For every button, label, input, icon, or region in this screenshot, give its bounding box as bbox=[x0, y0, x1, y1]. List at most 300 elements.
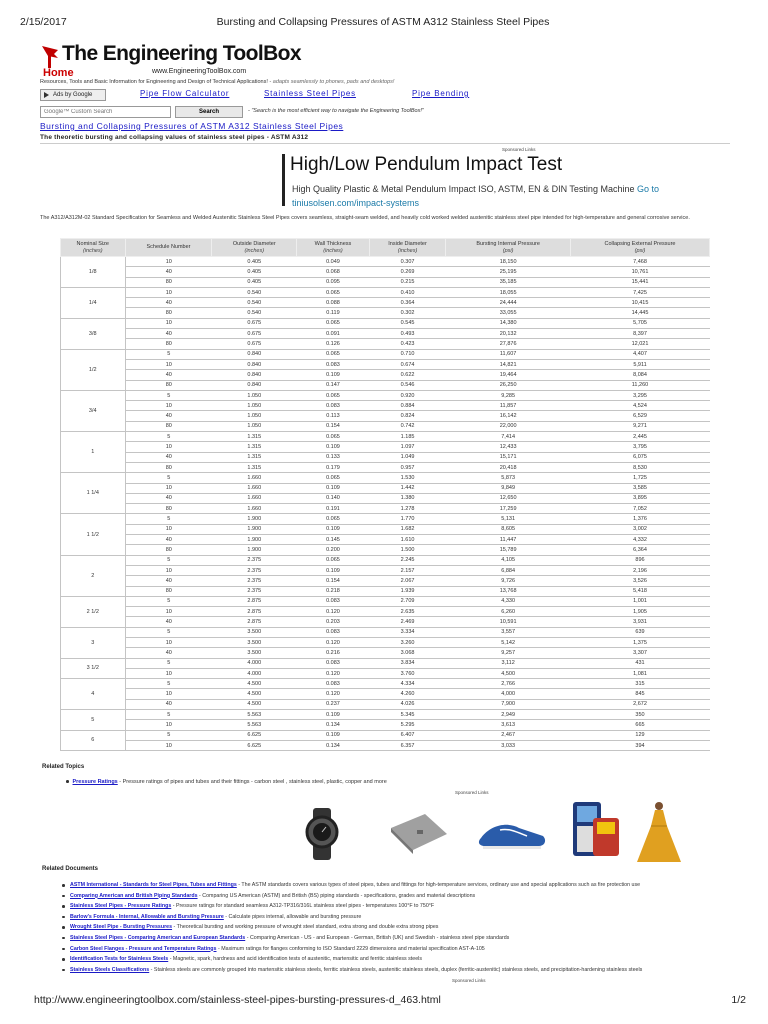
table-cell: 4,000 bbox=[446, 689, 571, 699]
table-cell: 3.760 bbox=[369, 668, 445, 678]
sneaker-image[interactable] bbox=[479, 825, 545, 849]
table-cell: 40 bbox=[125, 648, 212, 658]
table-cell: 0.179 bbox=[297, 462, 370, 472]
table-row bbox=[61, 452, 710, 462]
related-topics-item: Pressure Ratings - Pressure ratings of pipes and tubes and their fittings - carbon steel , stainless steel, plastic, copper and more bbox=[66, 779, 387, 785]
table-row bbox=[61, 637, 710, 647]
nominal-size-cell: 1 1/2 bbox=[61, 514, 126, 555]
table-row bbox=[61, 689, 710, 699]
table-cell: 80 bbox=[125, 504, 212, 514]
table-row bbox=[61, 308, 710, 318]
table-cell: 0.120 bbox=[297, 668, 370, 678]
table-cell: 1.315 bbox=[212, 432, 297, 442]
site-logo[interactable]: The Engineering ToolBox bbox=[62, 42, 301, 65]
home-link[interactable]: Home bbox=[43, 67, 74, 79]
site-url[interactable]: www.EngineeringToolBox.com bbox=[152, 68, 247, 75]
nominal-size-cell: 1 1/4 bbox=[61, 473, 126, 514]
table-cell: 7,414 bbox=[446, 432, 571, 442]
table-cell: 2.635 bbox=[369, 607, 445, 617]
play-arrow-icon bbox=[44, 92, 49, 98]
table-cell: 3.068 bbox=[369, 648, 445, 658]
table-header-row bbox=[61, 239, 710, 257]
related-document-link[interactable]: Stainless Steel Pipes - Pressure Ratings bbox=[70, 903, 172, 910]
table-cell: 0.675 bbox=[212, 339, 297, 349]
table-cell: 0.091 bbox=[297, 329, 370, 339]
column-header: Collapsing External Pressure (psi) bbox=[571, 239, 710, 257]
table-row bbox=[61, 524, 710, 534]
table-cell: 0.840 bbox=[212, 359, 297, 369]
table-cell: 5.295 bbox=[369, 720, 445, 730]
table-cell: 0.109 bbox=[297, 483, 370, 493]
related-document-item: Stainless Steels Classifications - Stainless steels are commonly grouped into martensitic stainless steels, ferritic stainless steels, austenitic stainless steels, duplex (ferritic-austenitic) stainless steels, and precipitation-hardening stainless steels bbox=[60, 965, 750, 976]
tablet-case-image[interactable] bbox=[391, 814, 447, 854]
print-footer bbox=[34, 994, 746, 1008]
table-cell: 3,795 bbox=[571, 442, 710, 452]
nav-link-pipe-bending[interactable]: Pipe Bending bbox=[412, 89, 470, 98]
nav-link-pipe-flow-calculator[interactable]: Pipe Flow Calculator bbox=[140, 89, 230, 98]
nav-link-stainless-steel-pipes[interactable]: Stainless Steel Pipes bbox=[264, 89, 356, 98]
table-cell: 5 bbox=[125, 514, 212, 524]
table-cell: 10,591 bbox=[446, 617, 571, 627]
table-row bbox=[61, 720, 710, 730]
table-cell: 5 bbox=[125, 679, 212, 689]
table-cell: 2.157 bbox=[369, 565, 445, 575]
table-cell: 5 bbox=[125, 390, 212, 400]
table-row bbox=[61, 287, 710, 297]
bullet-icon bbox=[66, 780, 69, 783]
table-cell: 5.563 bbox=[212, 710, 297, 720]
table-cell: 1.097 bbox=[369, 442, 445, 452]
table-cell: 10 bbox=[125, 287, 212, 297]
table-cell: 2,672 bbox=[571, 699, 710, 709]
table-cell: 1.900 bbox=[212, 535, 297, 545]
table-cell: 5,131 bbox=[446, 514, 571, 524]
table-cell: 40 bbox=[125, 699, 212, 709]
table-cell: 1,376 bbox=[571, 514, 710, 524]
table-cell: 5.345 bbox=[369, 710, 445, 720]
table-row bbox=[61, 493, 710, 503]
table-cell: 0.405 bbox=[212, 267, 297, 277]
table-cell: 80 bbox=[125, 462, 212, 472]
table-cell: 0.200 bbox=[297, 545, 370, 555]
table-cell: 6,529 bbox=[571, 411, 710, 421]
sponsored-label-bottom: Sponsored Links bbox=[452, 978, 486, 983]
table-cell: 0.493 bbox=[369, 329, 445, 339]
table-cell: 1.682 bbox=[369, 524, 445, 534]
table-cell: 0.405 bbox=[212, 277, 297, 287]
bullet-icon bbox=[62, 937, 65, 940]
table-row bbox=[61, 730, 710, 740]
table-cell: 0.302 bbox=[369, 308, 445, 318]
table-cell: 4.334 bbox=[369, 679, 445, 689]
table-cell: 4.260 bbox=[369, 689, 445, 699]
table-cell: 0.083 bbox=[297, 679, 370, 689]
table-cell: 10 bbox=[125, 483, 212, 493]
table-body bbox=[61, 257, 710, 751]
table-cell: 1.049 bbox=[369, 452, 445, 462]
sponsored-products bbox=[295, 800, 695, 862]
table-cell: 10 bbox=[125, 524, 212, 534]
table-row bbox=[61, 349, 710, 359]
related-document-link[interactable]: Stainless Steels Classifications bbox=[70, 966, 150, 973]
table-cell: 6.625 bbox=[212, 740, 297, 750]
table-cell: 10 bbox=[125, 689, 212, 699]
table-cell: 1.050 bbox=[212, 390, 297, 400]
table-cell: 6.357 bbox=[369, 740, 445, 750]
table-cell: 40 bbox=[125, 452, 212, 462]
table-cell: 0.920 bbox=[369, 390, 445, 400]
related-topic-link[interactable]: Pressure Ratings bbox=[72, 779, 118, 785]
table-cell: 2.375 bbox=[212, 586, 297, 596]
table-cell: 0.109 bbox=[297, 442, 370, 452]
table-cell: 4,330 bbox=[446, 596, 571, 606]
nominal-size-cell: 1/4 bbox=[61, 287, 126, 318]
table-cell: 1.380 bbox=[369, 493, 445, 503]
table-cell: 0.065 bbox=[297, 555, 370, 565]
table-cell: 0.546 bbox=[369, 380, 445, 390]
table-cell: 10 bbox=[125, 359, 212, 369]
table-row bbox=[61, 370, 710, 380]
table-cell: 3.334 bbox=[369, 627, 445, 637]
table-cell: 2.875 bbox=[212, 596, 297, 606]
table-cell: 0.540 bbox=[212, 308, 297, 318]
bullet-icon bbox=[62, 884, 65, 887]
table-cell: 4.000 bbox=[212, 668, 297, 678]
table-row bbox=[61, 329, 710, 339]
table-cell: 1.315 bbox=[212, 462, 297, 472]
bullet-icon bbox=[62, 905, 65, 908]
table-cell: 10 bbox=[125, 565, 212, 575]
table-cell: 0.088 bbox=[297, 298, 370, 308]
table-cell: 5,418 bbox=[571, 586, 710, 596]
table-cell: 0.710 bbox=[369, 349, 445, 359]
table-cell: 0.049 bbox=[297, 257, 370, 267]
table-row bbox=[61, 565, 710, 575]
table-cell: 40 bbox=[125, 329, 212, 339]
related-document-item: Wrought Steel Pipe - Bursting Pressures - Theoretical bursting and working pressure of wrought steel standard, extra strong and double extra strong pipes bbox=[60, 922, 750, 933]
related-document-link[interactable]: Identification Tests for Stainless Steels bbox=[70, 956, 169, 963]
table-cell: 14,380 bbox=[446, 318, 571, 328]
table-cell: 5,142 bbox=[446, 637, 571, 647]
table-cell: 0.269 bbox=[369, 267, 445, 277]
table-row bbox=[61, 401, 710, 411]
related-document-item: Comparing American and British Piping Standards - Comparing US American (ASTM) and British (BS) piping standards - specifications, grades and material descriptions bbox=[60, 891, 750, 902]
table-cell: 0.622 bbox=[369, 370, 445, 380]
table-cell: 0.742 bbox=[369, 421, 445, 431]
table-cell: 0.065 bbox=[297, 432, 370, 442]
related-document-link[interactable]: Barlow's Formula - Internal, Allowable and Bursting Pressure bbox=[70, 913, 224, 920]
table-row bbox=[61, 277, 710, 287]
table-cell: 1.660 bbox=[212, 473, 297, 483]
table-cell: 394 bbox=[571, 740, 710, 750]
table-cell: 18,150 bbox=[446, 257, 571, 267]
table-row bbox=[61, 473, 710, 483]
table-cell: 80 bbox=[125, 339, 212, 349]
site-header bbox=[40, 40, 460, 80]
print-title: Bursting and Collapsing Pressures of ASTM A312 Stainless Steel Pipes bbox=[216, 16, 550, 28]
search-note: - "Search is the most efficient way to navigate the Engineering ToolBox!" bbox=[248, 108, 424, 114]
table-cell: 0.145 bbox=[297, 535, 370, 545]
phone-image[interactable] bbox=[573, 802, 619, 856]
table-row bbox=[61, 390, 710, 400]
table-cell: 0.423 bbox=[369, 339, 445, 349]
table-row bbox=[61, 442, 710, 452]
table-cell: 11,857 bbox=[446, 401, 571, 411]
table-cell: 350 bbox=[571, 710, 710, 720]
table-row bbox=[61, 648, 710, 658]
table-row bbox=[61, 545, 710, 555]
table-cell: 8,530 bbox=[571, 462, 710, 472]
table-row bbox=[61, 617, 710, 627]
search-input[interactable] bbox=[40, 106, 171, 118]
table-row bbox=[61, 699, 710, 709]
table-cell: 0.154 bbox=[297, 576, 370, 586]
table-cell: 14,445 bbox=[571, 308, 710, 318]
table-row bbox=[61, 411, 710, 421]
table-cell: 33,055 bbox=[446, 308, 571, 318]
table-cell: 0.083 bbox=[297, 401, 370, 411]
table-cell: 4,407 bbox=[571, 349, 710, 359]
nominal-size-cell: 1 bbox=[61, 432, 126, 473]
table-cell: 2,467 bbox=[446, 730, 571, 740]
related-document-item: Identification Tests for Stainless Steels - Magnetic, spark, hardness and acid identification tests of austenitic, martensitic and ferritic stainless steels bbox=[60, 954, 750, 965]
table-cell: 1.900 bbox=[212, 514, 297, 524]
table-cell: 5 bbox=[125, 627, 212, 637]
table-row bbox=[61, 596, 710, 606]
table-cell: 1,081 bbox=[571, 668, 710, 678]
table-cell: 22,000 bbox=[446, 421, 571, 431]
table-cell: 80 bbox=[125, 545, 212, 555]
table-row bbox=[61, 257, 710, 267]
column-header: Schedule Number bbox=[125, 239, 212, 257]
table-cell: 3,931 bbox=[571, 617, 710, 627]
table-cell: 6,884 bbox=[446, 565, 571, 575]
table-cell: 80 bbox=[125, 586, 212, 596]
table-cell: 80 bbox=[125, 308, 212, 318]
table-row bbox=[61, 586, 710, 596]
table-cell: 2.709 bbox=[369, 596, 445, 606]
table-row bbox=[61, 514, 710, 524]
table-cell: 1.660 bbox=[212, 504, 297, 514]
table-cell: 35,185 bbox=[446, 277, 571, 287]
table-cell: 1.900 bbox=[212, 545, 297, 555]
table-cell: 5,705 bbox=[571, 318, 710, 328]
related-document-link[interactable]: Wrought Steel Pipe - Bursting Pressures bbox=[70, 924, 173, 931]
table-cell: 4,500 bbox=[446, 668, 571, 678]
table-cell: 0.109 bbox=[297, 730, 370, 740]
table-cell: 10 bbox=[125, 668, 212, 678]
table-cell: 2,196 bbox=[571, 565, 710, 575]
table-cell: 8,084 bbox=[571, 370, 710, 380]
nominal-size-cell: 3/4 bbox=[61, 390, 126, 431]
ad-link[interactable]: Go to tiniusolsen.com/impact-systems bbox=[292, 184, 659, 208]
table-cell: 10 bbox=[125, 257, 212, 267]
table-cell: 11,260 bbox=[571, 380, 710, 390]
watch-image[interactable] bbox=[307, 808, 337, 860]
table-cell: 9,257 bbox=[446, 648, 571, 658]
column-header: Inside Diameter (inches) bbox=[369, 239, 445, 257]
table-cell: 0.824 bbox=[369, 411, 445, 421]
table-cell: 40 bbox=[125, 370, 212, 380]
nominal-size-cell: 2 bbox=[61, 555, 126, 596]
table-cell: 2.875 bbox=[212, 617, 297, 627]
search-button[interactable]: Search bbox=[175, 106, 243, 118]
table-cell: 2.375 bbox=[212, 555, 297, 565]
table-cell: 10 bbox=[125, 442, 212, 452]
ads-by-google-button[interactable]: Ads by Google bbox=[40, 89, 106, 101]
bullet-icon bbox=[62, 926, 65, 929]
table-row bbox=[61, 483, 710, 493]
gown-image[interactable] bbox=[637, 802, 681, 862]
table-cell: 2.375 bbox=[212, 576, 297, 586]
table-cell: 3,002 bbox=[571, 524, 710, 534]
table-cell: 5 bbox=[125, 730, 212, 740]
page-number: 1/2 bbox=[731, 994, 746, 1006]
table-cell: 0.540 bbox=[212, 298, 297, 308]
table-row bbox=[61, 504, 710, 514]
table-cell: 40 bbox=[125, 411, 212, 421]
table-cell: 0.134 bbox=[297, 720, 370, 730]
related-document-link[interactable]: Carbon Steel Flanges - Pressure and Temperature Ratings bbox=[70, 945, 217, 952]
intro-paragraph: The A312/A312M-02 Standard Specification for Seamless and Welded Austenitic Stainless Steel Pipes covers seamless, straight-seam welded, and heavily cold worked welded austenitic stainless steel pipe intended for high-temperature and general corrosive service. bbox=[40, 215, 690, 221]
table-cell: 2.375 bbox=[212, 565, 297, 575]
related-document-link[interactable]: Stainless Steel Pipes - Comparing American and European Standards bbox=[70, 934, 246, 941]
table-cell: 3,295 bbox=[571, 390, 710, 400]
table-cell: 0.095 bbox=[297, 277, 370, 287]
table-cell: 0.545 bbox=[369, 318, 445, 328]
related-document-item: Stainless Steel Pipes - Pressure Ratings - Pressure ratings for standard seamless A312-TP316/316L stainless steel pipes - temperatures 100°F to 750°F bbox=[60, 901, 750, 912]
table-cell: 0.410 bbox=[369, 287, 445, 297]
related-document-link[interactable]: Comparing American and British Piping Standards bbox=[70, 892, 198, 899]
table-cell: 1.500 bbox=[369, 545, 445, 555]
table-cell: 6,075 bbox=[571, 452, 710, 462]
table-cell: 8,605 bbox=[446, 524, 571, 534]
table-cell: 1.939 bbox=[369, 586, 445, 596]
table-cell: 26,250 bbox=[446, 380, 571, 390]
table-cell: 0.884 bbox=[369, 401, 445, 411]
table-cell: 0.126 bbox=[297, 339, 370, 349]
table-cell: 1.315 bbox=[212, 452, 297, 462]
table-cell: 0.065 bbox=[297, 287, 370, 297]
table-cell: 13,768 bbox=[446, 586, 571, 596]
pressure-table bbox=[60, 238, 710, 751]
table-cell: 3.260 bbox=[369, 637, 445, 647]
table-cell: 7,052 bbox=[571, 504, 710, 514]
table-cell: 2.469 bbox=[369, 617, 445, 627]
ad-description: High Quality Plastic & Metal Pendulum Impact ISO, ASTM, EN & DIN Testing Machine Go to tiniusolsen.com/impact-systems bbox=[292, 184, 659, 208]
table-row bbox=[61, 535, 710, 545]
breadcrumb[interactable]: Bursting and Collapsing Pressures of ASTM A312 Stainless Steel Pipes bbox=[40, 121, 344, 131]
table-cell: 18,055 bbox=[446, 287, 571, 297]
table-cell: 9,726 bbox=[446, 576, 571, 586]
table-cell: 7,468 bbox=[571, 257, 710, 267]
table-cell: 3,307 bbox=[571, 648, 710, 658]
table-cell: 9,271 bbox=[571, 421, 710, 431]
table-cell: 10 bbox=[125, 401, 212, 411]
related-document-item: Carbon Steel Flanges - Pressure and Temperature Ratings - Maximum ratings for flanges conforming to ISO Standard 2229 dimensions and material specification AST-A-105 bbox=[60, 944, 750, 955]
table-cell: 5,911 bbox=[571, 359, 710, 369]
sponsored-label: Sponsored Links bbox=[502, 147, 536, 152]
table-cell: 0.957 bbox=[369, 462, 445, 472]
table-cell: 129 bbox=[571, 730, 710, 740]
page-subheading: The theoretic bursting and collapsing values of stainless steel pipes - ASTM A312 bbox=[40, 134, 730, 144]
table-cell: 1,725 bbox=[571, 473, 710, 483]
table-cell: 40 bbox=[125, 267, 212, 277]
table-row bbox=[61, 576, 710, 586]
related-documents-heading: Related Documents bbox=[42, 866, 99, 872]
table-cell: 40 bbox=[125, 298, 212, 308]
table-cell: 3,585 bbox=[571, 483, 710, 493]
table-cell: 10 bbox=[125, 607, 212, 617]
table-cell: 10 bbox=[125, 740, 212, 750]
column-header: Nominal Size (inches) bbox=[61, 239, 126, 257]
table-cell: 1,001 bbox=[571, 596, 710, 606]
bullet-icon bbox=[62, 895, 65, 898]
nominal-size-cell: 3/8 bbox=[61, 318, 126, 349]
table-cell: 1.530 bbox=[369, 473, 445, 483]
related-topics-heading: Related Topics bbox=[42, 764, 85, 770]
ad-title[interactable]: High/Low Pendulum Impact Test bbox=[290, 154, 563, 175]
table-cell: 6,260 bbox=[446, 607, 571, 617]
table-row bbox=[61, 421, 710, 431]
table-cell: 10 bbox=[125, 720, 212, 730]
table-cell: 0.068 bbox=[297, 267, 370, 277]
table-cell: 665 bbox=[571, 720, 710, 730]
table-cell: 0.119 bbox=[297, 308, 370, 318]
table-cell: 3.500 bbox=[212, 627, 297, 637]
table-cell: 7,425 bbox=[571, 287, 710, 297]
table-cell: 3,557 bbox=[446, 627, 571, 637]
table-cell: 3,895 bbox=[571, 493, 710, 503]
table-cell: 3,112 bbox=[446, 658, 571, 668]
table-cell: 0.154 bbox=[297, 421, 370, 431]
table-cell: 0.134 bbox=[297, 740, 370, 750]
print-header bbox=[20, 16, 746, 30]
table-row bbox=[61, 679, 710, 689]
column-header: Wall Thickness (inches) bbox=[297, 239, 370, 257]
table-cell: 9,285 bbox=[446, 390, 571, 400]
table-cell: 0.113 bbox=[297, 411, 370, 421]
ad-banner[interactable] bbox=[282, 150, 752, 210]
table-row bbox=[61, 710, 710, 720]
table-cell: 1.442 bbox=[369, 483, 445, 493]
table-cell: 5,873 bbox=[446, 473, 571, 483]
table-cell: 0.083 bbox=[297, 359, 370, 369]
table-cell: 14,821 bbox=[446, 359, 571, 369]
nominal-size-cell: 2 1/2 bbox=[61, 596, 126, 627]
nominal-size-cell: 3 1/2 bbox=[61, 658, 126, 679]
table-cell: 4.000 bbox=[212, 658, 297, 668]
table-cell: 10 bbox=[125, 318, 212, 328]
table-cell: 25,195 bbox=[446, 267, 571, 277]
related-document-link[interactable]: ASTM International - Standards for Steel Pipes, Tubes and Fittings bbox=[70, 882, 237, 888]
table-cell: 0.109 bbox=[297, 524, 370, 534]
table-cell: 4,105 bbox=[446, 555, 571, 565]
table-cell: 5 bbox=[125, 710, 212, 720]
nominal-size-cell: 1/2 bbox=[61, 349, 126, 390]
table-cell: 4,332 bbox=[571, 535, 710, 545]
table-cell: 0.065 bbox=[297, 390, 370, 400]
table-row bbox=[61, 298, 710, 308]
table-cell: 0.065 bbox=[297, 473, 370, 483]
table-cell: 1.660 bbox=[212, 483, 297, 493]
table-cell: 639 bbox=[571, 627, 710, 637]
table-cell: 1,375 bbox=[571, 637, 710, 647]
table-cell: 6,364 bbox=[571, 545, 710, 555]
table-row bbox=[61, 318, 710, 328]
table-cell: 0.083 bbox=[297, 596, 370, 606]
table-cell: 4.500 bbox=[212, 699, 297, 709]
